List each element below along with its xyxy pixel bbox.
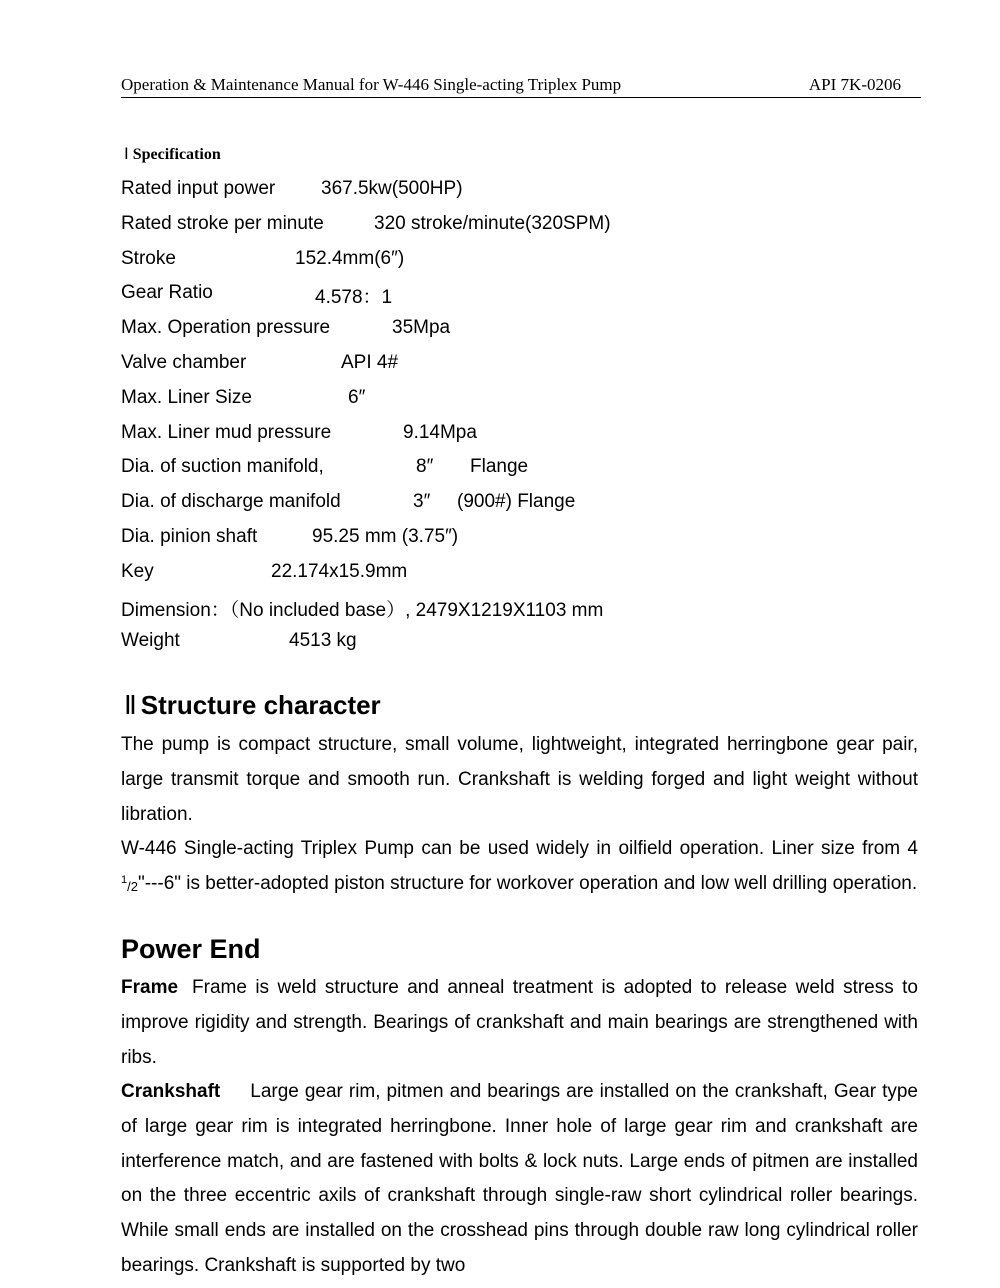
specification-heading [124,144,221,164]
crankshaft-label: Crankshaft [121,1081,221,1102]
frame-text: Frame is weld structure and anneal treatment is adopted to release weld stress to improve rigidity and strength. Bearings of crankshaft and main bearings are strengthened with ribs. [121,977,918,1068]
crankshaft-text: Large gear rim, pitmen and bearings are installed on the crankshaft, Gear type of large gear rim is integrated herringbone. Inner hole of large gear rim and crankshaft are interference match, and are fastened with bolts & lock nuts. Large ends of pitmen are installed on the three eccentric axils of crankshaft through single-raw short cylindrical roller bearings. While small ends are installed on the crosshead pins through double raw long cylindrical roller bearings. Crankshaft is supported by two [121,1081,918,1276]
spec-value: （No included base）, 2479X1219X1103 mm [229,600,604,621]
spec-extra: Flange [470,456,529,477]
spec-label: Dia. of suction manifold, [121,456,324,477]
spec-value: 35Mpa [392,317,451,338]
section-heading-text: Structure character [140,690,381,720]
page-header [121,73,921,98]
spec-value: API 4# [341,352,399,373]
spec-label: Valve chamber [121,352,247,373]
spec-value: 367.5kw(500HP) [321,178,463,199]
spec-row [121,387,366,415]
header-code: API 7K-0206 [808,75,901,94]
spec-label: Gear Ratio [121,282,213,303]
spec-row [121,561,408,589]
spec-label: Max. Liner Size [121,387,252,408]
spec-label: Dia. of discharge manifold [121,491,341,512]
section-number: Ⅱ [124,691,137,720]
spec-label: Rated stroke per minute [121,213,324,234]
section-heading-text: Specification [132,146,221,163]
spec-label: Max. Liner mud pressure [121,422,332,443]
section-number: Ⅰ [124,146,129,163]
spec-row [121,248,405,276]
fraction-numerator: 1 [121,873,128,886]
spec-label: Key [121,561,154,582]
fraction-denominator: /2 [127,878,138,894]
spec-row [121,317,451,345]
spec-label: Stroke [121,248,176,269]
spec-label: Dimension： [121,600,230,621]
spec-row [121,595,603,623]
crankshaft-paragraph [121,1075,918,1284]
spec-label: Max. Operation pressure [121,317,331,338]
spec-row [121,630,357,658]
spec-row [121,213,611,241]
structure-paragraph-2 [121,832,918,902]
spec-value: 4513 kg [289,630,357,651]
frame-label: Frame [121,977,179,998]
structure-paragraph-1: The pump is compact structure, small volume, lightweight, integrated herringbone gear pair, large transmit torque and smooth run. Crankshaft is welding forged and light weight without libration. [121,734,918,825]
spec-value: 152.4mm(6″) [295,248,405,269]
spec-row [121,282,393,310]
spec-value: 9.14Mpa [403,422,477,443]
spec-value: 95.25 mm (3.75″) [312,526,459,547]
spec-row [121,456,529,484]
spec-label: Weight [121,630,180,651]
paragraph-text: "---6" is better-adopted piston structure for workover operation and low well drilling operation. [137,872,918,894]
power-end-heading: Power End [121,934,261,964]
spec-label: Dia. pinion shaft [121,526,258,547]
spec-value: 3″ [413,491,431,512]
spec-value: 6″ [348,387,366,408]
structure-heading [124,690,381,721]
spec-row [121,178,463,206]
spec-value: 4.578：1 [315,287,393,308]
spec-row [121,526,459,554]
header-title: Operation & Maintenance Manual for W-446 Single-acting Triplex Pump [121,75,622,94]
spec-value: 22.174x15.9mm [271,561,408,582]
spec-label: Rated input power [121,178,276,199]
spec-row [121,422,477,450]
spec-extra: (900#) Flange [457,491,576,512]
spec-row [121,352,399,380]
paragraph-text: W-446 Single-acting Triplex Pump can be used widely in oilfield operation. Liner size from 4 [121,838,918,859]
spec-value: 320 stroke/minute(320SPM) [374,213,611,234]
frame-paragraph [121,971,918,1075]
spec-row [121,491,576,519]
spec-value: 8″ [416,456,434,477]
